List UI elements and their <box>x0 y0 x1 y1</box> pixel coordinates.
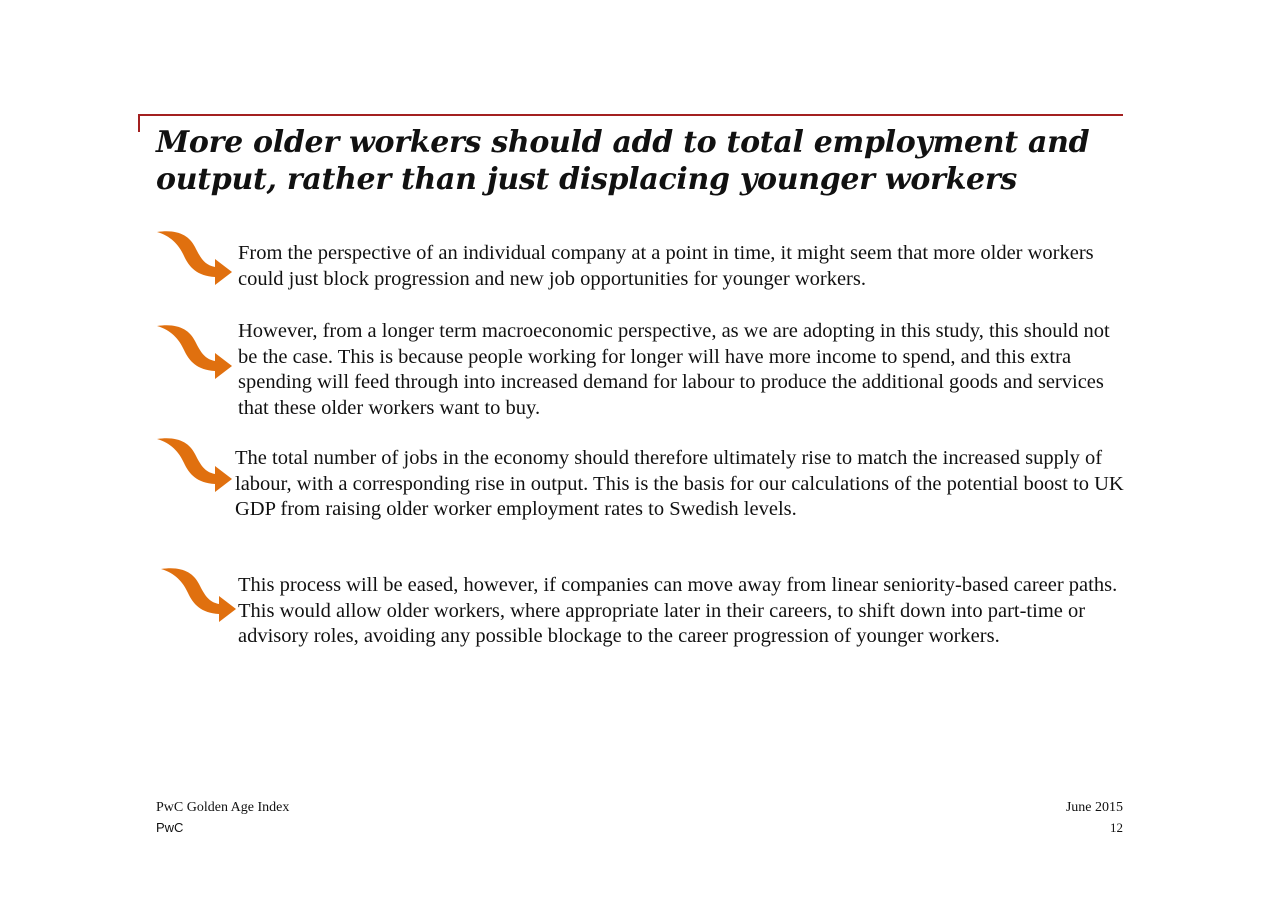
bullet-text-2: However, from a longer term macroeconomic perspective, as we are adopting in this study, this should not be the case. This is because people working for longer will have more income to spend, and this extra spending will feed through into increased demand for labour to produce the additional goods and services that these older workers want to buy. <box>238 320 1110 419</box>
footer-date: June 2015 <box>1065 800 1123 815</box>
footer-company: PwC <box>156 820 184 835</box>
slide-title: More older workers should add to total employment and output, rather than just displacing younger workers <box>156 125 1090 197</box>
curved-arrow-icon <box>155 436 233 496</box>
title-rule-tick <box>138 114 140 132</box>
curved-arrow-icon <box>155 229 233 289</box>
bullet-text-3: The total number of jobs in the economy should therefore ultimately rise to match the increased supply of labour, with a corresponding rise in output. This is the basis for our calculations of the potential boost to UK GDP from raising older worker employment rates to Swedish levels. <box>235 447 1124 520</box>
footer-report-name: PwC Golden Age Index <box>156 800 290 815</box>
footer-page-number: 12 <box>1110 820 1123 835</box>
curved-arrow-icon <box>155 323 233 383</box>
curved-arrow-icon <box>159 566 237 626</box>
title-rule <box>138 114 1123 116</box>
bullet-text-1: From the perspective of an individual company at a point in time, it might seem that more older workers could just block progression and new job opportunities for younger workers. <box>238 242 1094 290</box>
bullet-text-4: This process will be eased, however, if companies can move away from linear seniority-based career paths. This would allow older workers, where appropriate later in their careers, to shift down into part-time or advisory roles, avoiding any possible blockage to the career progression of younger workers. <box>238 574 1118 647</box>
